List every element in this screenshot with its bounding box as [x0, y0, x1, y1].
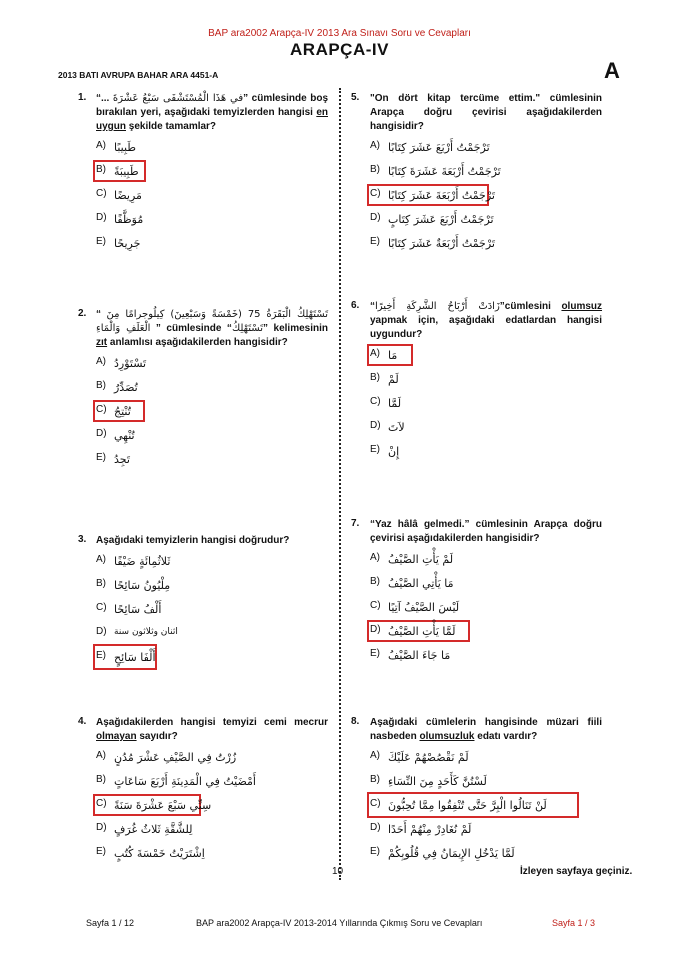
question-number: 1.	[78, 92, 87, 103]
options-list	[96, 552, 328, 672]
option-c[interactable]: C) لَيْسَ الصَّيْفُ آتِيًا	[370, 600, 460, 614]
option-b[interactable]: B) لَمْ	[370, 372, 399, 386]
question-number: 5.	[351, 92, 360, 103]
option-e[interactable]: E) أَلْفَا سَائِحٍ	[96, 648, 328, 672]
question-text: Aşağıdakilerden hangisi temyizi cemi mecrur olmayan sayıdır?	[96, 717, 328, 742]
option-c[interactable]: C) مَرِيضًا	[96, 188, 142, 202]
question-2	[78, 308, 329, 474]
exam-code: 2013 BATI AVRUPA BAHAR ARA 4451-A	[58, 70, 219, 80]
page-title: ARAPÇA-IV	[290, 40, 389, 59]
question-1	[78, 92, 328, 258]
booklet-letter: A	[604, 58, 620, 83]
question-number: 3.	[78, 534, 87, 545]
option-a[interactable]: A) مَا	[370, 346, 602, 370]
question-text: “Yaz hâlâ gelmedi.” cümlesinin Arapça doğru çevirisi aşağıdakilerden hangisidir?	[370, 519, 602, 544]
option-b[interactable]: B) مِلْيُونُ سَائِحًا	[96, 578, 171, 592]
options-list	[370, 550, 602, 670]
question-number: 7.	[351, 518, 360, 529]
options-list	[96, 748, 328, 868]
footer-right: Sayfa 1 / 3	[552, 918, 596, 928]
question-4	[78, 716, 328, 868]
option-c[interactable]: C) تُنْتِجُ	[96, 402, 328, 426]
option-c[interactable]: C) تَرْجَمْتُ أَرْبَعَةَ عَشَرَ كِتَابًا	[370, 186, 602, 210]
question-number: 8.	[351, 716, 360, 727]
options-list	[370, 138, 602, 258]
option-b[interactable]: B) مَا يَأْتِي الصَّيْفُ	[370, 576, 454, 590]
option-b[interactable]: B) طَبِيبَةً	[96, 162, 328, 186]
option-e[interactable]: E) إِنْ	[370, 444, 400, 458]
question-text: “زَادَتْ أَرْبَاحُ الشَّرِكَةِ أَخِيرًا”cümlesini olumsuz yapmak için, aşağıdaki edatlardan hangisi uygundur?	[370, 301, 603, 340]
options-list	[96, 354, 328, 474]
question-8	[351, 716, 602, 868]
option-b[interactable]: B) لَسْتُنَّ كَأَحَدٍ مِنَ النِّسَاءِ	[370, 774, 487, 788]
question-6	[351, 300, 603, 466]
option-a[interactable]: A) طَبِيبًا	[96, 140, 137, 154]
option-e[interactable]: E) لَمَّا يَدْخُلِ الإِيمَانُ فِي قُلُوبِكُمْ	[370, 846, 515, 860]
option-d[interactable]: D) تُنْهِي	[96, 428, 135, 442]
option-b[interactable]: B) تَرْجَمْتُ أَرْبَعَةَ عَشَرَةَ كِتَابًا	[370, 164, 501, 178]
option-d[interactable]: D) لَمَّا يَأْتِ الصَّيْفُ	[370, 622, 602, 646]
option-e[interactable]: E) مَا جَاءَ الصَّيْفُ	[370, 648, 451, 662]
option-c[interactable]: C) لَمَّا	[370, 396, 402, 410]
footer-center: BAP ara2002 Arapça-IV 2013-2014 Yıllarında Çıkmış Soru ve Cevapları	[196, 918, 483, 928]
question-number: 2.	[78, 308, 87, 319]
footer-left: Sayfa 1 / 12	[86, 918, 135, 928]
option-d[interactable]: D) لاَتَ	[370, 420, 405, 434]
option-d[interactable]: D) مُوَظَّفًا	[96, 212, 144, 226]
question-5	[351, 92, 602, 258]
column-divider	[339, 88, 341, 880]
question-text: “ تَسْتَهْلِكُ الْبَقَرَةُ 75 (خَمْسَةً وَسَبْعِينَ) كِيلُوجرامًا مِنَ الْعَلَفِ وَالْمَاءِ ” cümlesinde “تَسْتَهْلِكُ” kelimesinin zıt anlamlısı aşağıdakilerden hangisidir?	[96, 309, 329, 348]
option-a[interactable]: A) ثَلاثُمِائَةٍ ضَيْفًا	[96, 554, 171, 568]
option-e[interactable]: E) جَرِيحًا	[96, 236, 141, 250]
options-list	[96, 138, 328, 258]
option-c[interactable]: C) أَلْفُ سَائِحًا	[96, 602, 162, 616]
option-d[interactable]: D) تَرْجَمْتُ أَرْبَعَ عَشَرَ كِتَابٍ	[370, 212, 494, 226]
option-e[interactable]: E) اِشْتَرَيْتُ خَمْسَةَ كُتُبٍ	[96, 846, 205, 860]
option-c[interactable]: C) لَنْ تَنَالُوا الْبِرَّ حَتَّى تُنْفِقُوا مِمَّا تُحِبُّونَ	[370, 796, 602, 820]
option-d[interactable]: D) اثنان وثلاثون سنة	[96, 626, 178, 637]
option-a[interactable]: A) لَمْ يَأْتِ الصَّيْفُ	[370, 552, 454, 566]
question-number: 6.	[351, 300, 360, 311]
question-text: Aşağıdaki temyizlerin hangisi doğrudur?	[96, 535, 290, 546]
option-e[interactable]: E) تَرْجَمْتُ أَرْبَعَةٌ عَشَرَ كِتَابًا	[370, 236, 495, 250]
option-b[interactable]: B) أَمْضَيْتُ فِي الْمَدِينَةِ أَرْبَعَ سَاعَاتٍ	[96, 774, 256, 788]
question-text: "On dört kitap tercüme ettim." cümlesinin Arapça doğru çevirisi aşağıdakilerden hangisidir?	[370, 93, 602, 132]
option-a[interactable]: A) تَرْجَمْتُ أَرْبَعَ عَشَرَ كِتَابًا	[370, 140, 490, 154]
option-a[interactable]: A) تَسْتَوْرِدُ	[96, 356, 147, 370]
question-3	[78, 534, 328, 672]
question-text: “... في هَذَا الْمُسْتَشْفَى سَبْعُ عَشْرَةَ” cümlesinde boş bırakılan yeri, aşağıdaki temyizlerden hangisi en uygun şekilde tamamlar?	[96, 93, 328, 132]
option-d[interactable]: D) لِلشَّقَّةِ ثَلاثُ غُرَفٍ	[96, 822, 193, 836]
option-a[interactable]: A) لَمْ نَقْصُصْهُمْ عَلَيْكَ	[370, 750, 469, 764]
options-list	[370, 346, 602, 466]
options-list	[370, 748, 602, 868]
option-a[interactable]: A) زُرْتُ فِي الصَّيْفِ عَشْرَ مُدُنٍ	[96, 750, 237, 764]
next-page-note: İzleyen sayfaya geçiniz.	[520, 866, 633, 877]
option-c[interactable]: C) سِنِّي سَبْعَ عَشْرَةَ سَنَةً	[96, 796, 328, 820]
question-text: Aşağıdaki cümlelerin hangisinde müzari fiili nasbeden olumsuzluk edatı vardır?	[370, 717, 602, 742]
option-b[interactable]: B) تُصَدِّرُ	[96, 380, 138, 394]
option-d[interactable]: D) لَمْ نُغَادِرْ مِنْهُمْ أَحَدًا	[370, 822, 472, 836]
document-source-line: BAP ara2002 Arapça-IV 2013 Ara Sınavı Soru ve Cevapları	[208, 28, 471, 39]
option-e[interactable]: E) تَجِدُ	[96, 452, 130, 466]
question-7	[351, 518, 602, 670]
page-number: 10	[332, 866, 344, 877]
question-number: 4.	[78, 716, 87, 727]
